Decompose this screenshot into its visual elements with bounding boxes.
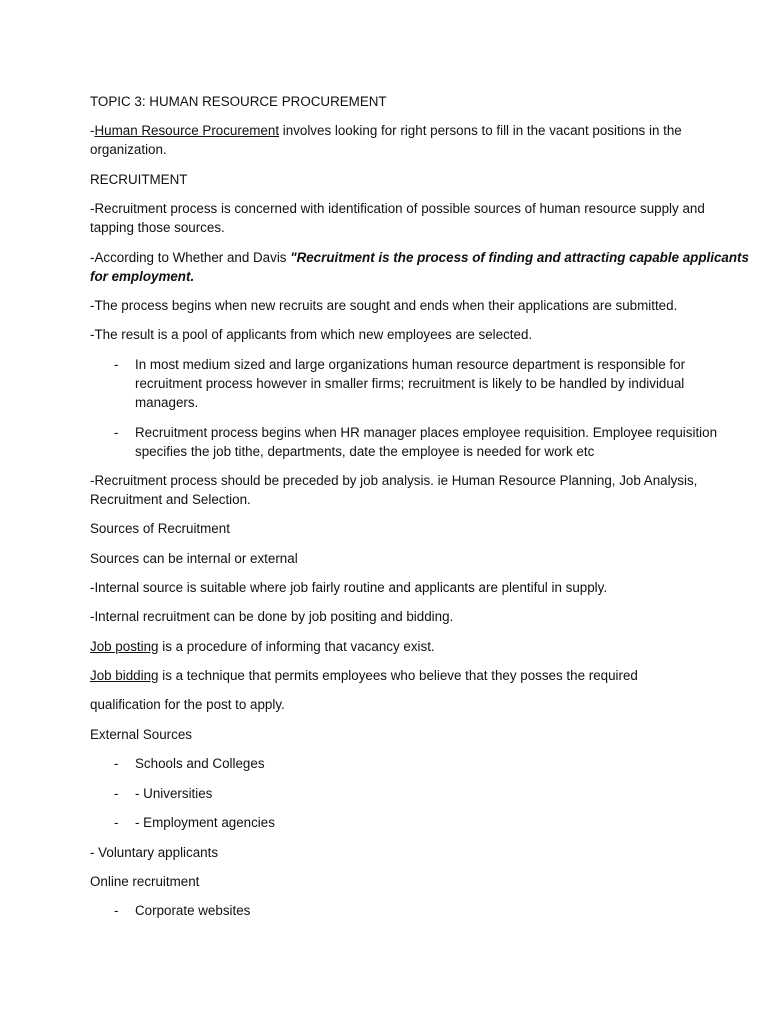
job-bidding-rest: is a technique that permits employees who believe that they posses the required bbox=[158, 668, 638, 683]
paragraph-6: -Internal recruitment can be done by job positing and bidding. bbox=[90, 609, 454, 624]
online-recruitment-heading: Online recruitment bbox=[90, 874, 200, 889]
job-posting-term: Job posting bbox=[90, 639, 159, 654]
intro-line-2: organization. bbox=[90, 142, 167, 157]
bullet-2-line-2: specifies the job tithe, departments, date the employee is needed for work etc bbox=[135, 444, 595, 459]
document-title: TOPIC 3: HUMAN RESOURCE PROCUREMENT bbox=[90, 94, 387, 109]
bullet-2-line-1: Recruitment process begins when HR manager places employee requisition. Employee requisition bbox=[135, 425, 718, 440]
online-item-1-dash: - bbox=[114, 903, 119, 918]
intro-line-1 bbox=[90, 123, 682, 138]
paragraph-4-line-1: -Recruitment process should be preceded by job analysis. ie Human Resource Planning, Job Analysis, bbox=[90, 473, 698, 488]
paragraph-2: -The process begins when new recruits are sought and ends when their applications are submitted. bbox=[90, 298, 678, 313]
bullet-1-line-1: In most medium sized and large organizations human resource department is responsible for bbox=[135, 357, 686, 372]
bullet-1-line-2: recruitment process however in smaller firms; recruitment is likely to be handled by individual bbox=[135, 376, 685, 391]
bullet-2-dash: - bbox=[114, 425, 119, 440]
quote-lead: -According to Whether and Davis bbox=[90, 250, 291, 265]
voluntary-applicants: - Voluntary applicants bbox=[90, 845, 219, 860]
recruitment-heading: RECRUITMENT bbox=[90, 172, 188, 187]
paragraph-5: -Internal source is suitable where job fairly routine and applicants are plentiful in supply. bbox=[90, 580, 608, 595]
external-sources-heading: External Sources bbox=[90, 727, 192, 742]
paragraph-1-line-2: tapping those sources. bbox=[90, 220, 225, 235]
bullet-1-line-3: managers. bbox=[135, 395, 199, 410]
quote-line-2: for employment. bbox=[90, 269, 195, 284]
external-item-2: - Universities bbox=[135, 786, 213, 801]
external-item-1-dash: - bbox=[114, 756, 119, 771]
paragraph-4-line-2: Recruitment and Selection. bbox=[90, 492, 251, 507]
job-posting-rest: is a procedure of informing that vacancy exist. bbox=[158, 639, 435, 654]
paragraph-3: -The result is a pool of applicants from which new employees are selected. bbox=[90, 327, 533, 342]
quote-text: "Recruitment is the process of finding and attracting capable applicants bbox=[290, 250, 749, 265]
job-bidding-line-2: qualification for the post to apply. bbox=[90, 697, 285, 712]
bullet-1-dash: - bbox=[114, 357, 119, 372]
quote-line-1 bbox=[90, 250, 749, 265]
sources-subheading: Sources can be internal or external bbox=[90, 551, 298, 566]
intro-rest: involves looking for right persons to fill in the vacant positions in the bbox=[279, 123, 682, 138]
intro-dash: - bbox=[90, 123, 95, 138]
job-bidding-term: Job bidding bbox=[90, 668, 159, 683]
online-item-1: Corporate websites bbox=[135, 903, 251, 918]
intro-term: Human Resource Procurement bbox=[94, 123, 280, 138]
job-posting-line bbox=[90, 639, 435, 654]
external-item-2-dash: - bbox=[114, 786, 119, 801]
external-item-3-dash: - bbox=[114, 815, 119, 830]
external-item-1: Schools and Colleges bbox=[135, 756, 265, 771]
job-bidding-line-1 bbox=[90, 668, 638, 683]
paragraph-1-line-1: -Recruitment process is concerned with identification of possible sources of human resource supply and bbox=[90, 201, 705, 216]
external-item-3: - Employment agencies bbox=[135, 815, 275, 830]
sources-heading: Sources of Recruitment bbox=[90, 521, 230, 536]
